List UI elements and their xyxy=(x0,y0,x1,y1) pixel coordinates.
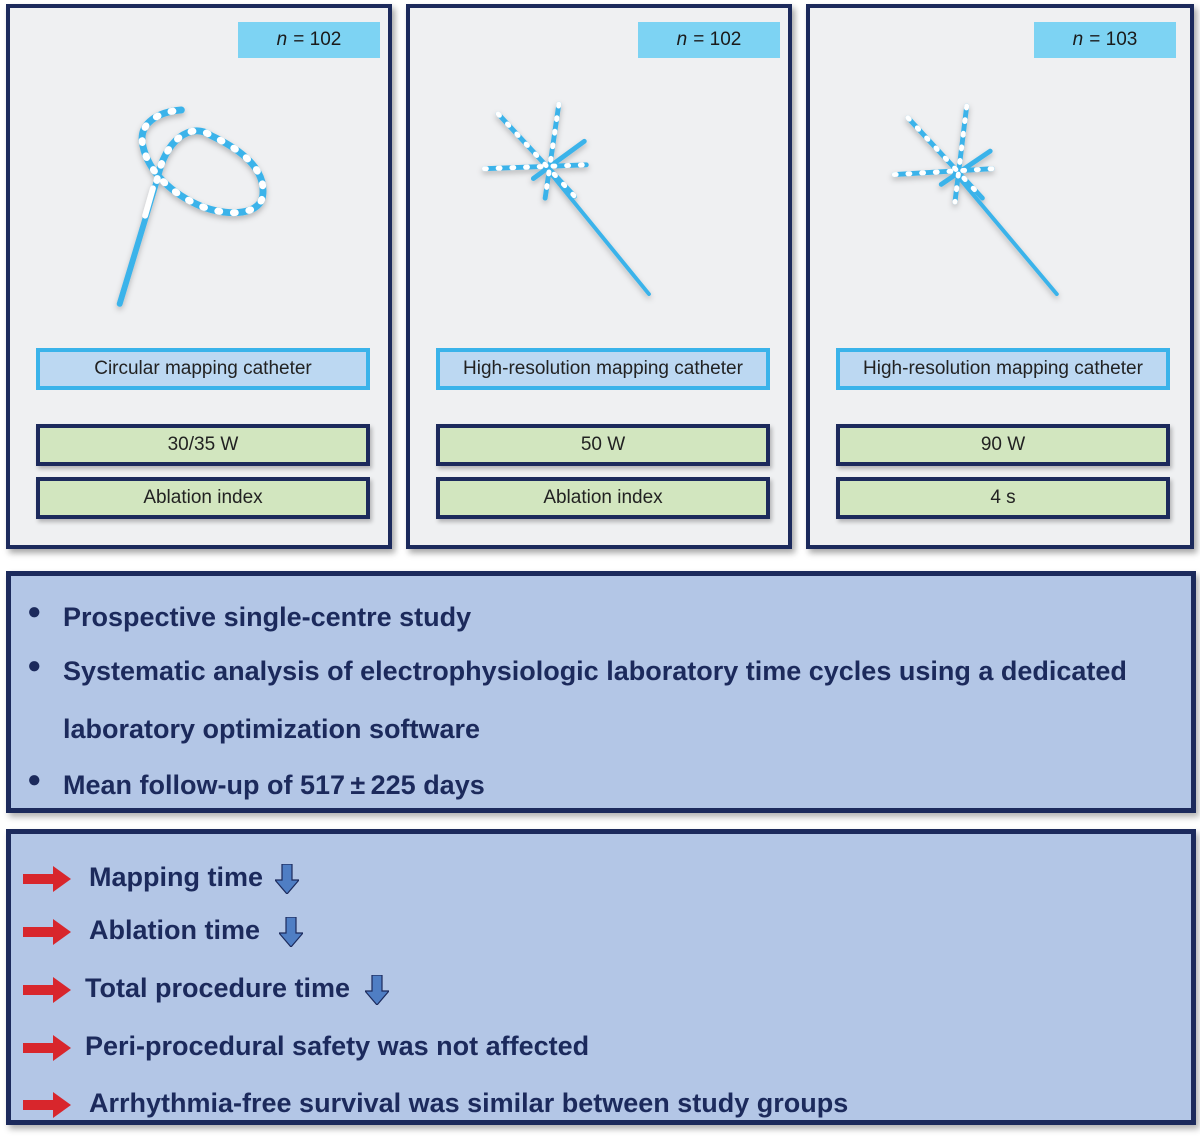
ablation-mode-box: Ablation index xyxy=(436,477,770,519)
ablation-mode-box: 4 s xyxy=(836,477,1170,519)
bullet-dot-icon: ● xyxy=(27,652,42,679)
bullet-dot-icon: ● xyxy=(27,766,42,793)
power-setting-box: 50 W xyxy=(436,424,770,466)
down-arrow-icon xyxy=(279,917,303,947)
result-item xyxy=(11,1088,1191,1128)
red-right-arrow-icon xyxy=(23,977,71,1003)
catheter-label: High-resolution mapping catheter xyxy=(436,348,770,390)
sample-size-badge xyxy=(238,22,380,58)
circular-catheter-icon xyxy=(10,68,388,338)
bullet-text: Mean follow-up of 517 ± 225 days xyxy=(63,770,485,800)
n-symbol: n xyxy=(676,29,688,50)
down-arrow-icon xyxy=(275,864,299,894)
group-panel-2 xyxy=(406,4,792,549)
result-text: Arrhythmia-free survival was similar between study groups xyxy=(89,1088,849,1118)
bullet-dot-icon: ● xyxy=(27,598,42,625)
group-panel-1 xyxy=(6,4,392,549)
power-setting-box: 30/35 W xyxy=(36,424,370,466)
n-value: = 102 xyxy=(693,29,742,50)
catheter-label: Circular mapping catheter xyxy=(36,348,370,390)
bullet-text: Prospective single-centre study xyxy=(63,602,472,632)
bullet-text: Systematic analysis of electrophysiologic laboratory time cycles using a dedicated xyxy=(63,656,1127,686)
group-panel-3 xyxy=(806,4,1194,549)
power-setting-box: 90 W xyxy=(836,424,1170,466)
result-item xyxy=(11,915,1191,955)
result-text: Ablation time xyxy=(89,915,261,945)
red-right-arrow-icon xyxy=(23,1035,71,1061)
study-design-box xyxy=(6,571,1196,813)
sample-size-badge xyxy=(1034,22,1176,58)
results-box xyxy=(6,829,1196,1125)
result-text: Peri-procedural safety was not affected xyxy=(85,1031,590,1061)
red-right-arrow-icon xyxy=(23,1092,71,1118)
bullet-text: laboratory optimization software xyxy=(63,714,481,744)
star-catheter-icon xyxy=(810,68,1190,338)
star-catheter-icon xyxy=(410,68,788,338)
down-arrow-icon xyxy=(365,975,389,1005)
result-text: Total procedure time xyxy=(85,973,351,1003)
result-item xyxy=(11,973,1191,1013)
result-text: Mapping time xyxy=(89,862,263,892)
result-item xyxy=(11,862,1191,902)
catheter-label: High-resolution mapping catheter xyxy=(836,348,1170,390)
sample-size-badge xyxy=(638,22,780,58)
n-value: = 102 xyxy=(293,29,342,50)
red-right-arrow-icon xyxy=(23,866,71,892)
red-right-arrow-icon xyxy=(23,919,71,945)
ablation-mode-box: Ablation index xyxy=(36,477,370,519)
n-symbol: n xyxy=(1072,29,1084,50)
n-symbol: n xyxy=(276,29,288,50)
result-item xyxy=(11,1031,1191,1071)
n-value: = 103 xyxy=(1089,29,1138,50)
